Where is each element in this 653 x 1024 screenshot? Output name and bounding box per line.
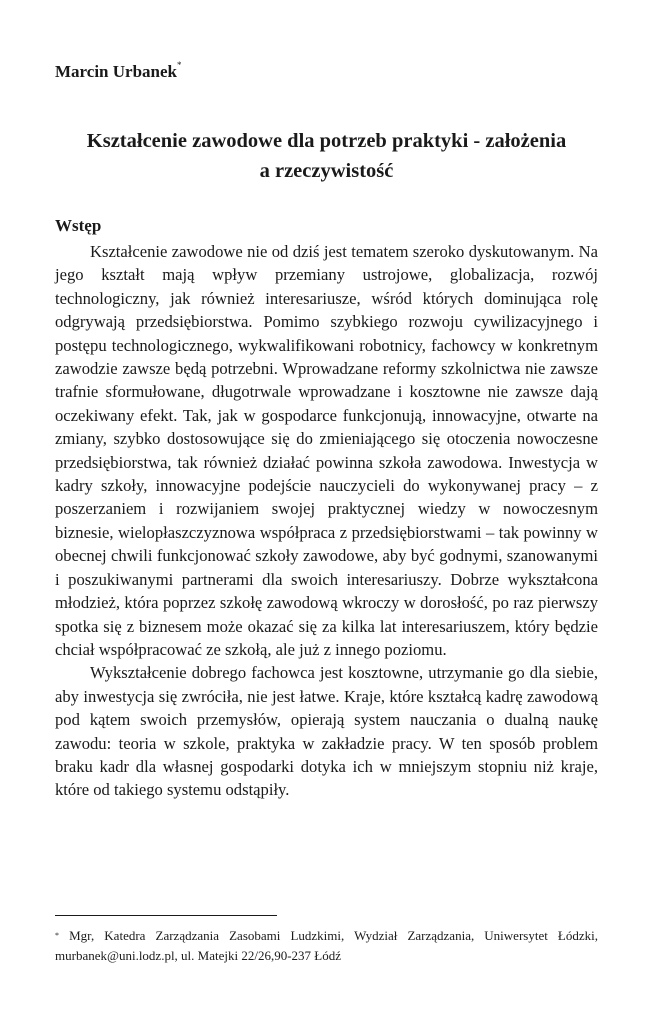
article-title-line-1: Kształcenie zawodowe dla potrzeb praktyki - założenia — [86, 130, 567, 152]
paragraph-2: Wykształcenie dobrego fachowca jest kosztowne, utrzymanie go dla siebie, aby inwestycja się zwróciła, nie jest łatwe. Kraje, które kształcą kadrę zawodową pod kątem swoich przemysłów, opierają system nauczania o dualną naukę zawodu: teoria w szkole, praktyka w zakładzie pracy. W ten sposób problem braku kadr dla własnej gospodarki dotyka ich w mniejszym stopniu niż kraje, które od takiego systemu odstąpiły. — [55, 663, 598, 800]
article-title — [40, 126, 613, 186]
author-name-text: Marcin Urbanek — [55, 62, 177, 81]
body-text — [55, 240, 598, 802]
author-name — [55, 62, 182, 82]
paragraph-1: Kształcenie zawodowe nie od dziś jest tematem szeroko dyskutowanym. Na jego kształt mają wpływ przemiany ustrojowe, globalizacja, rozwój technologiczny, jak również interesariusze, wśród których dominująca rolę odgrywają przedsiębiorstwa. Pomimo szybkiego rozwoju cywilizacyjnego i postępu technologicznego, wykwalifikowani robotnicy, fachowcy w konkretnym zawodzie zawsze będą potrzebni. Wprowadzane reformy szkolnictwa nie zawsze trafnie sformułowane, długotrwale wprowadzane i kosztowne nie zawsze dają oczekiwany efekt. Tak, jak w gospodarce funkcjonują, innowacyjne, otwarte na zmiany, szybko dostosowujące się do zmieniającego się otoczenia nowoczesne przedsiębiorstwa, tak również działać powinna szkoła zawodowa. Inwestycja w kadry szkoły, innowacyjne podejście nauczycieli do wykonywanej pracy – z poszerzaniem i rozwijaniem swojej praktycznej wiedzy w nowoczesnym biznesie, wielopłaszczyznowa współpraca z przedsiębiorstwami – tak powinny w obecnej chwili funkcjonować szkoły zawodowe, aby być godnymi, szanowanymi i poszukiwanymi partnerami dla swoich interesariuszy. Dobrze wykształcona młodzież, która poprzez szkołę zawodową wkroczy w dorosłość, po raz pierwszy spotka się z biznesem może okazać się za kilka lat interesariuszem, który będzie chciał współpracować ze szkołą, ale już z innego poziomu. — [55, 242, 598, 659]
section-heading: Wstęp — [55, 216, 102, 235]
footnote-separator — [55, 915, 277, 916]
footnote-text: Mgr, Katedra Zarządzania Zasobami Ludzkimi, Wydział Zarządzania, Uniwersytet Łódzki, murbanek@uni.lodz.pl, ul. Matejki 22/26,90-237 Łódź — [55, 928, 598, 963]
footnote-mark: * — [55, 931, 59, 940]
article-title-line-2: a rzeczywistość — [259, 160, 394, 182]
author-footnote-mark: * — [177, 60, 182, 70]
footnote — [55, 926, 598, 965]
